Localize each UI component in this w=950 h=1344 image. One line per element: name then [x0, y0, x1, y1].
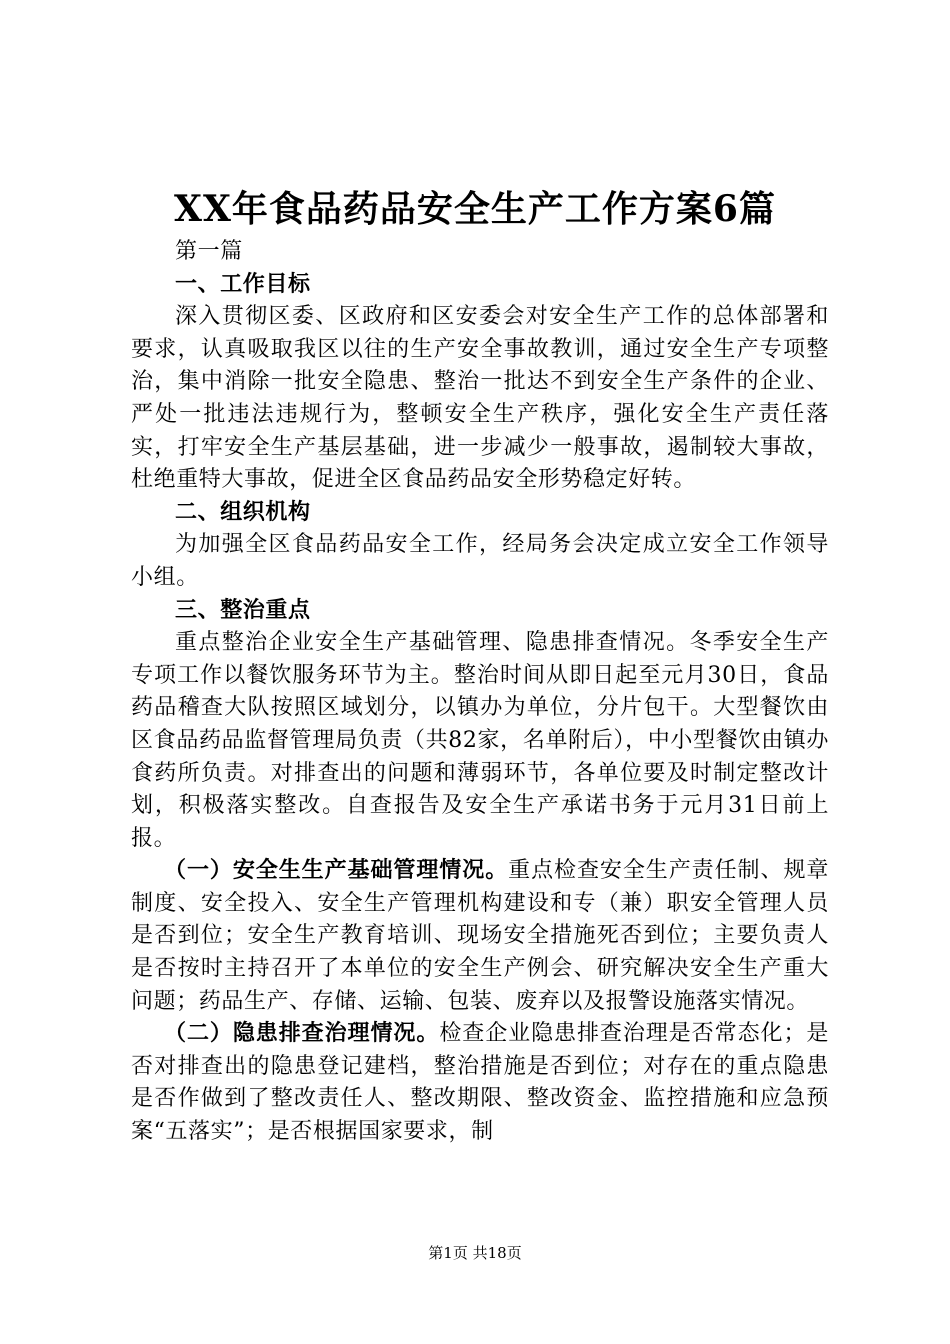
section-paragraph-goals: 深入贯彻区委、区政府和区安委会对安全生产工作的总体部署和要求，认真吸取我区以往的生产安全事故教训，通过安全生产专项整治，集中消除一批安全隐患、整治一批达不到安全生产条件的企业、严处一批违法违规行为，整顿安全生产秩序，强化安全生产责任落实，打牢安全生产基层基础，进一步减少一般事故，遏制较大事故，杜绝重特大事故，促进全区食品药品安全形势稳定好转。 [131, 304, 829, 493]
section-heading-goals: 一、工作目标 [175, 271, 311, 297]
subsection-text: 检查企业隐患排查治理是否常态化；是否对排查出的隐患登记建档，整治措施是否到位；对存在的重点隐患是否作做到了整改责任人、整改期限、整改资金、监控措施和应急预案“五落实”；是否根据国家要求，制 [131, 1021, 829, 1145]
part-label: 第一篇 [175, 239, 243, 264]
document-body [131, 236, 829, 1149]
section-heading-key-points: 三、整治重点 [175, 597, 311, 623]
page-footer: 第1页 共18页 [428, 1244, 522, 1262]
section-paragraph-organization: 为加强全区食品药品安全工作，经局务会决定成立安全工作领导小组。 [131, 532, 829, 590]
subsection-lead: （二）隐患排查治理情况。 [164, 1021, 440, 1047]
document-title: XX年食品药品安全生产工作方案6篇 [174, 188, 776, 230]
subsection-lead: （一）安全生生产基础管理情况。 [164, 858, 509, 884]
section-paragraph-key-points: 重点整治企业安全生产基础管理、隐患排查情况。冬季安全生产专项工作以餐饮服务环节为主。整治时间从即日起至元月30日，食品药品稽查大队按照区域划分，以镇办为单位，分片包干。大型餐饮由区食品药品监督管理局负责（共82家，名单附后），中小型餐饮由镇办食药所负责。对排查出的问题和薄弱环节，各单位要及时制定整改计划，积极落实整改。自查报告及安全生产承诺书务于元月31日前上报。 [131, 630, 829, 851]
subsection-text: 重点检查安全生产责任制、规章制度、安全投入、安全生产管理机构建设和专（兼）职安全管理人员是否到位；安全生产教育培训、现场安全措施死否到位；主要负责人是否按时主持召开了本单位的安全生产例会、研究解决安全生产重大问题；药品生产、存储、运输、包装、废弃以及报警设施落实情况。 [131, 858, 829, 1014]
subsection-hazard-investigation [131, 1018, 829, 1148]
subsection-basic-management [131, 855, 829, 1018]
section-heading-organization: 二、组织机构 [175, 499, 311, 525]
